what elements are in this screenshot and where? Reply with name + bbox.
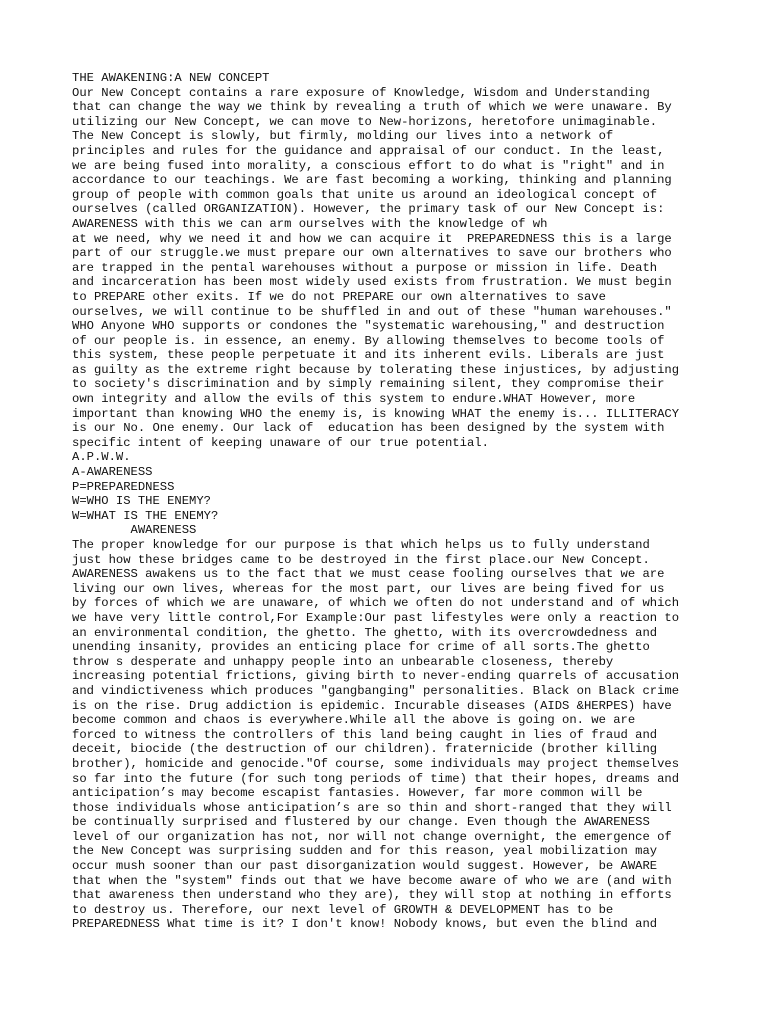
text-line: ourselves (called ORGANIZATION). However, the primary task of our New Concept is: xyxy=(72,202,665,217)
text-line: forced to witness the controllers of this land being caught in lies of fraud and xyxy=(72,727,658,742)
text-line: ourselves, we will continue to be shuffled in and out of these "human warehouses." xyxy=(72,304,672,319)
text-line: as guilty as the extreme right because by tolerating these injustices, by adjusting xyxy=(72,362,680,377)
text-line: just how these bridges came to be destroyed in the first place.our New Concept. xyxy=(72,552,650,567)
text-line: A-AWARENESS xyxy=(72,465,153,480)
text-line: utilizing our New Concept, we can move to New-horizons, heretofore unimaginable. xyxy=(72,114,658,129)
text-line: those individuals whose anticipation’s are so thin and short-ranged that they will xyxy=(72,800,672,815)
text-line: level of our organization has not, nor will not change overnight, the emergence of xyxy=(72,829,672,844)
text-line: of our people is. in essence, an enemy. By allowing themselves to become tools of xyxy=(72,333,665,348)
text-line: Our New Concept contains a rare exposure of Knowledge, Wisdom and Understanding xyxy=(72,85,650,100)
text-line: living our own lives, whereas for the most part, our lives are being fived for us xyxy=(72,581,665,596)
text-line: The New Concept is slowly, but firmly, molding our lives into a network of xyxy=(72,129,614,144)
text-line: at we need, why we need it and how we can acquire it PREPAREDNESS this is a large xyxy=(72,231,672,246)
text-line: increasing potential frictions, giving birth to never-ending quarrels of accusation xyxy=(72,669,680,684)
text-line: we have very little control,For Example:Our past lifestyles were only a reaction to xyxy=(72,610,680,625)
text-line: brother), homicide and genocide."Of course, some individuals may project themselves xyxy=(72,756,680,771)
text-line: throw s desperate and unhappy people into an unbearable closeness, thereby xyxy=(72,654,614,669)
text-line: PREPAREDNESS What time is it? I don't know! Nobody knows, but even the blind and xyxy=(72,917,658,932)
text-line: deceit, biocide (the destruction of our children). fraternicide (brother killing xyxy=(72,742,658,757)
text-line: and incarceration has been most widely used exists from frustration. We must begin xyxy=(72,275,672,290)
text-line: AWARENESS xyxy=(72,523,197,538)
text-line: important than knowing WHO the enemy is, is knowing WHAT the enemy is... ILLITERACY xyxy=(72,406,680,421)
text-line: principles and rules for the guidance and appraisal of our conduct. In the least, xyxy=(72,143,665,158)
text-line: The proper knowledge for our purpose is that which helps us to fully understand xyxy=(72,538,650,552)
text-line: THE AWAKENING:A NEW CONCEPT xyxy=(72,71,270,85)
text-line: be continually surprised and flustered by our change. Even though the AWARENESS xyxy=(72,815,650,830)
text-line: W=WHO IS THE ENEMY? xyxy=(72,494,211,509)
text-line: so far into the future (for such tong periods of time) that their hopes, dreams and xyxy=(72,771,680,786)
text-line: that awareness then understand who they are), they will stop at nothing in efforts xyxy=(72,888,672,903)
text-line: is our No. One enemy. Our lack of education has been designed by the system with xyxy=(72,421,665,436)
text-line: an environmental condition, the ghetto. The ghetto, with its overcrowdedness and xyxy=(72,625,658,640)
text-line: by forces of which we are unaware, of which we often do not understand and of which xyxy=(72,596,680,611)
text-line: AWARENESS awakens us to the fact that we must cease fooling ourselves that we are xyxy=(72,567,665,582)
text-line: to destroy us. Therefore, our next level of GROWTH & DEVELOPMENT has to be xyxy=(72,902,614,917)
text-line: part of our struggle.we must prepare our own alternatives to save our brothers who xyxy=(72,246,672,261)
text-line: specific intent of keeping unaware of our true potential. xyxy=(72,435,489,450)
text-line: become common and chaos is everywhere.While all the above is going on. we are xyxy=(72,713,636,728)
text-line: to society's discrimination and by simply remaining silent, they compromise their xyxy=(72,377,665,392)
text-line: accordance to our teachings. We are fast becoming a working, thinking and planning xyxy=(72,173,672,188)
text-line: we are being fused into morality, a conscious effort to do what is "right" and in xyxy=(72,158,665,173)
text-line: unending insanity, provides an enticing place for crime of all sorts.The ghetto xyxy=(72,640,650,655)
text-line: P=PREPAREDNESS xyxy=(72,479,175,494)
text-line: W=WHAT IS THE ENEMY? xyxy=(72,508,219,523)
text-line: group of people with common goals that unite us around an ideological concept of xyxy=(72,187,658,202)
text-line: the New Concept was surprising sudden and for this reason, yeal mobilization may xyxy=(72,844,658,859)
text-line: WHO Anyone WHO supports or condones the "systematic warehousing," and destruction xyxy=(72,319,665,334)
text-line: AWARENESS with this we can arm ourselves with the knowledge of wh xyxy=(72,216,548,231)
text-line: A.P.W.W. xyxy=(72,450,131,465)
document-body xyxy=(72,71,712,932)
text-line: occur mush sooner than our past disorganization would suggest. However, be AWARE xyxy=(72,859,658,874)
text-line: are trapped in the pental warehouses without a purpose or mission in life. Death xyxy=(72,260,658,275)
text-line: and vindictiveness which produces "gangbanging" personalities. Black on Black crime xyxy=(72,683,680,698)
text-line: that can change the way we think by revealing a truth of which we were unaware. By xyxy=(72,100,672,115)
text-line: that when the "system" finds out that we have become aware of who we are (and with xyxy=(72,873,672,888)
text-line: this system, these people perpetuate it and its inherent evils. Liberals are just xyxy=(72,348,665,363)
text-line: is on the rise. Drug addiction is epidemic. Incurable diseases (AIDS &HERPES) have xyxy=(72,698,672,713)
text-line: to PREPARE other exits. If we do not PREPARE our own alternatives to save xyxy=(72,289,606,304)
text-line: anticipation’s may become escapist fantasies. However, far more common will be xyxy=(72,786,643,801)
text-line: own integrity and allow the evils of this system to endure.WHAT However, more xyxy=(72,392,636,407)
